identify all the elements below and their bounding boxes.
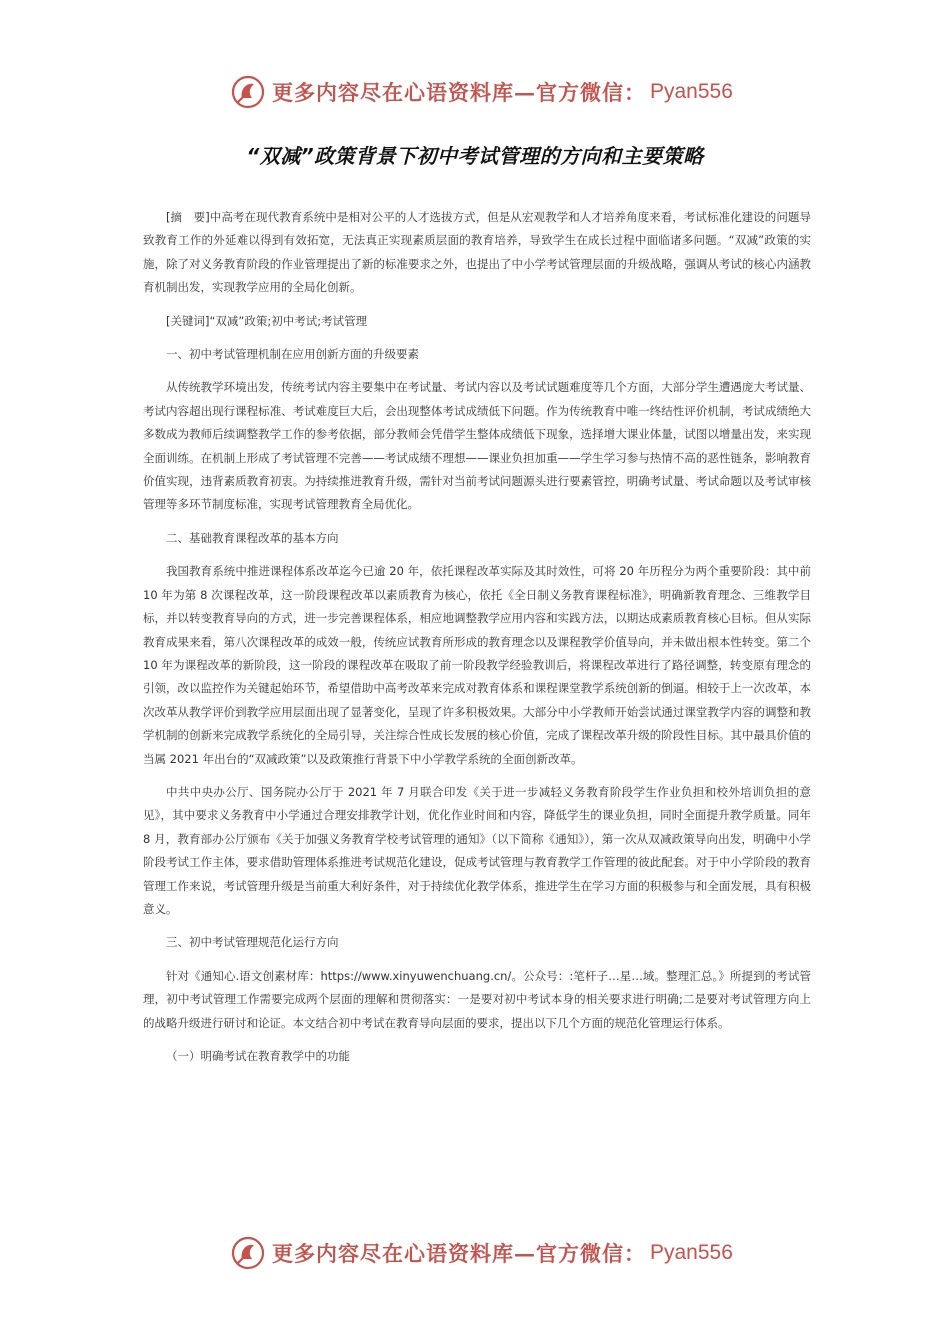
section-2-heading: 二、基础教育课程改革的基本方向 (166, 530, 339, 545)
logo-icon (230, 74, 266, 110)
abstract: [摘 要]中高考在现代教育系统中是相对公平的人才选拔方式，但是从宏观教学和人才培养角度来看，考试标准化建设的问题导致教育工作的外延难以得到有效拓宽，无法真正实现素质层面的教育培养，导致学生在成长过程中面临诸多问题。“双减”政策的实施，除了对义务教育阶段的作业管理提出了新的标准要求之外，也提出了中小学考试管理层面的升级战略，强调从考试的核心内涵教育机制出发，实现教学应用的全局化创新。 (143, 210, 811, 295)
banner-wechat-id: Pyan556 (650, 1241, 733, 1264)
banner-text: 更多内容尽在心语资料库—官方微信： (272, 80, 646, 105)
section-3-paragraph: 针对《通知心.语文创素材库：https://www.xinyuwenchuang.cn/。公众号：:笔杆子…星…域。整理汇总。》所提到的考试管理，初中考试管理工作需要完成两个层面的理解和贯彻落实：一是要对初中考试本身的相关要求进行明确;二是要对考试管理方向上的战略升级进行研讨和论证。本文结合初中考试在教育导向层面的要求，提出以下几个方面的规范化管理运行体系。 (143, 968, 811, 1030)
footer-banner (230, 1233, 750, 1273)
section-3-heading: 三、初中考试管理规范化运行方向 (166, 935, 339, 950)
section-2-paragraph-1: 我国教育系统中推进课程体系改革迄今已逾 20 年，依托课程改革实际及其时效性，可将 20 年历程分为两个重要阶段：其中前 10 年为第 8 次课程改革，这一阶段课程改革以素质教育为核心，依托《全日制义务教育课程标准》，明确新教育理念、三维教学目标，并以转变教育导向的方式，进一步完善课程体系，相应地调整教学应用内容和实践方法，以期达成素质教育核心目标。但从实际教育成果来看，第八次课程改革的成效一般，传统应试教育所形成的教育理念以及课程教学价值导向，并未做出根本性转变。第二个 10 年为课程改革的新阶段，这一阶段的课程改革在吸取了前一阶段教学经验教训后，将课程改革进行了路径调整，转变原有理念的引领，改以监控作为关键起始环节，希望借助中高考改革来完成对教育体系和课程课堂教学系统创新的倒逼。相较于上一次改革，本次改革从教学评价到教学应用层面出现了显著变化，呈现了许多积极效果。大部分中小学教师开始尝试通过课堂教学内容的调整和教学机制的创新来完成教学系统化的全局引导，关注综合性成长发展的核心价值，完成了课程改革升级的阶段性目标。其中最具价值的当属 2021 年出台的“双减政策”以及政策推行背景下中小学教学系统的全面创新改革。 (143, 564, 811, 766)
section-3-subheading-1: （一）明确考试在教育教学中的功能 (166, 1049, 350, 1063)
logo-icon (230, 1235, 266, 1271)
document-body (143, 206, 811, 1078)
keywords: [关键词]“双减”政策;初中考试;考试管理 (166, 313, 368, 328)
section-1-heading: 一、初中考试管理机制在应用创新方面的升级要素 (166, 347, 419, 362)
document-title: “双减”政策背景下初中考试管理的方向和主要策略 (246, 144, 704, 168)
section-1-paragraph: 从传统教学环境出发，传统考试内容主要集中在考试量、考试内容以及考试试题难度等几个方面，大部分学生遭遇庞大考试量、考试内容超出现行课程标准、考试难度巨大后，会出现整体考试成绩低下问题。作为传统教育中唯一终结性评价机制，考试成绩绝大多数成为教师后续调整教学工作的参考依据，部分教师会凭借学生整体成绩低下现象，选择增大课业体量，试图以增量出发，来实现全面训练。在机制上形成了考试管理不完善——考试成绩不理想——课业负担加重——学生学习参与热情不高的恶性链条，影响教育价值实现，违背素质教育初衷。为持续推进教育升级，需针对当前考试问题源头进行要素管控，明确考试量、考试命题以及考试审核管理等多环节制度标准，实现考试管理教育全局优化。 (143, 380, 811, 512)
header-banner (230, 72, 750, 112)
section-2-paragraph-2: 中共中央办公厅、国务院办公厅于 2021 年 7 月联合印发《关于进一步减轻义务教育阶段学生作业负担和校外培训负担的意见》，其中要求义务教育中小学通过合理安排教学计划，优化作业时间和内容，降低学生的课业负担，同时全面提升教学质量。同年 8 月，教育部办公厅颁布《关于加强义务教育学校考试管理的通知》（以下简称《通知》），第一次从双减政策导向出发，明确中小学阶段考试工作主体，要求借助管理体系推进考试规范化建设，促成考试管理与教育教学工作管理的彼此配套。对于中小学阶段的教育管理工作来说，考试管理升级是当前重大利好条件，对于持续优化教学体系，推进学生在学习方面的积极参与和全面发展，具有积极意义。 (143, 784, 811, 916)
banner-wechat-id: Pyan556 (650, 80, 733, 103)
banner-text: 更多内容尽在心语资料库—官方微信： (272, 1241, 646, 1266)
